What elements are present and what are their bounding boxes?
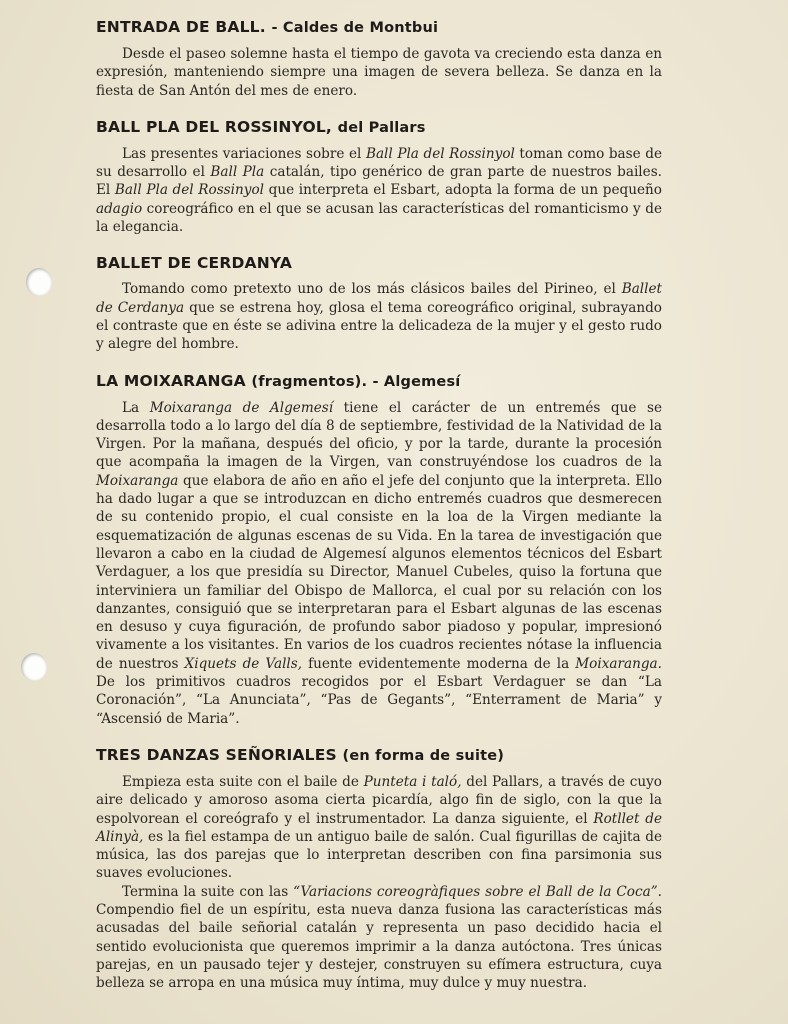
section-ball-pla-del-rossinyol [96, 116, 662, 236]
italic-run: Ball Pla del Rossinyol [365, 145, 515, 162]
paragraph [96, 883, 662, 993]
punch-hole-top [26, 268, 52, 296]
section-la-moixaranga [96, 370, 662, 728]
text-run: . Compendio fiel de un espíritu, esta nueva danza fusiona las características más acusadas del baile señorial catalán y representa un paso decidido hacia el sentido evolucionista que queremos imprimir a la danza autóctona. Tres únicas parejas, en un pausado tejer y destejer, construyen su efímera estructura, cuya belleza se arropa en una música muy íntima, muy dulce y muy nuestra. [96, 883, 662, 992]
text-run: fuente evidentemente moderna de la [302, 655, 576, 672]
italic-run: Punteta i taló, [363, 773, 462, 790]
text-run: Desde el paseo solemne hasta el tiempo de gavota va creciendo esta danza en expresión, manteniendo siempre una imagen de severa belleza. Se danza en la fiesta de San Antón del mes de enero. [96, 46, 662, 99]
section-heading [96, 16, 662, 39]
italic-run: Moixaranga. [575, 655, 662, 672]
section-subtitle: (fragmentos). - Algemesí [251, 373, 461, 390]
paragraph [96, 399, 662, 728]
italic-run: Rotllet de Alinyà, [96, 810, 662, 845]
section-title: LA MOIXARANGA [96, 371, 246, 390]
section-tres-danzas-senoriales [96, 744, 662, 993]
text-run: Tomando como pretexto uno de los más clásicos bailes del Pirineo, el [122, 281, 622, 298]
text-run: coreográfico en el que se acusan las características del romanticismo y de la elegancia. [96, 200, 662, 236]
punch-hole-bottom [21, 653, 47, 681]
italic-run: Ballet de Cerdanya [96, 281, 662, 316]
section-heading [96, 744, 662, 767]
section-ballet-de-cerdanya [96, 252, 662, 353]
paragraph [96, 145, 662, 236]
italic-run: Ball Pla del Rossinyol [114, 182, 264, 199]
document-body [96, 14, 662, 992]
text-run: es la fiel estampa de un antiguo baile de salón. Cual figurillas de cajita de música, las dos parejas que lo interpretan describen con fina parsimonia sus suaves evoluciones. [96, 828, 662, 882]
text-run: que se estrena hoy, glosa el tema coreográfico original, subrayando el contraste que en éste se adivina entre la delicadeza de la mujer y el gesto rudo y alegre del hombre. [96, 299, 662, 353]
italic-run: adagio [96, 200, 143, 217]
text-run: La [122, 399, 150, 416]
section-heading [96, 116, 662, 139]
text-run: tiene el carácter de un entremés que se desarrolla todo a lo largo del día 8 de septiembre, festividad de la Natividad de la Virgen. Por la mañana, después del oficio, y por la tarde, durante la procesión que acompaña la imagen de la Virgen, van construyéndose los cuadros de la [96, 399, 662, 471]
text-run: De los primitivos cuadros recogidos por el Esbart Verdaguer se dan “La Coronación”, “La Anunciata”, “Pas de Gegants”, “Enterrament de Maria” y “Ascensió de Maria”. [96, 674, 662, 727]
text-run: Empieza esta suite con el baile de [122, 773, 364, 790]
section-heading [96, 370, 662, 393]
section-entrada-de-ball [96, 16, 662, 100]
italic-run: Xiquets de Valls, [184, 655, 303, 672]
section-heading [96, 252, 662, 274]
section-subtitle: (en forma de suite) [342, 747, 505, 764]
text-run: que interpreta el Esbart, adopta la forma de un pequeño [263, 182, 662, 199]
paragraph [96, 773, 662, 883]
text-run: que elabora de año en año el jefe del conjunto que la interpreta. Ello ha dado lugar a que se introduzcan en dicho entremés cuadros que desmerecen de su contenido propio, el cual consiste en la loa de la Virgen mediante la esquematización de algunas escenas de su Vida. En la tarea de investigación que llevaron a cabo en la ciudad de Algemesí algunos elementos técnicos del Esbart Verdaguer, a los que presidía su Director, Manuel Cubeles, quiso la fortuna que interviniera un familiar del Obispo de Mallorca, el cual por su relación con los danzantes, consiguió que se interpretaran para el Esbart algunas de las escenas en desuso y cuya figuración, de profundo sabor piadoso y popular, impresionó vivamente a los visitantes. En varios de los cuadros recientes nótase la influencia de nuestros [96, 472, 662, 672]
italic-run: Moixaranga [96, 472, 179, 489]
section-subtitle: del Pallars [337, 119, 426, 136]
text-run: Termina la suite con las [122, 883, 294, 900]
italic-run: Moixaranga de Algemesí [149, 399, 334, 416]
italic-run: Ball Pla [210, 164, 265, 181]
section-title: ENTRADA DE BALL. [96, 18, 266, 36]
text-run: del Pallars, a través de cuyo aire delicado y amoroso asoma cierta picardía, algo fin de siglo, con la que la espolvorean el coreógrafo y el instrumentador. La danza siguiente, el [96, 773, 662, 827]
paragraph [96, 280, 662, 353]
section-title: BALLET DE CERDANYA [96, 254, 293, 273]
paragraph [96, 45, 662, 100]
section-title: TRES DANZAS SEÑORIALES [96, 745, 337, 764]
text-run: Las presentes variaciones sobre el [122, 145, 366, 162]
text-run: catalán, tipo genérico de gran parte de nuestros bailes. El [96, 164, 662, 199]
section-title: BALL PLA DEL ROSSINYOL, [96, 117, 333, 136]
section-subtitle: - Caldes de Montbui [271, 20, 439, 36]
italic-run: “Variacions coreogràfiques sobre el Ball de la Coca” [293, 883, 658, 900]
text-run: toman como base de su desarrollo el [96, 145, 663, 181]
